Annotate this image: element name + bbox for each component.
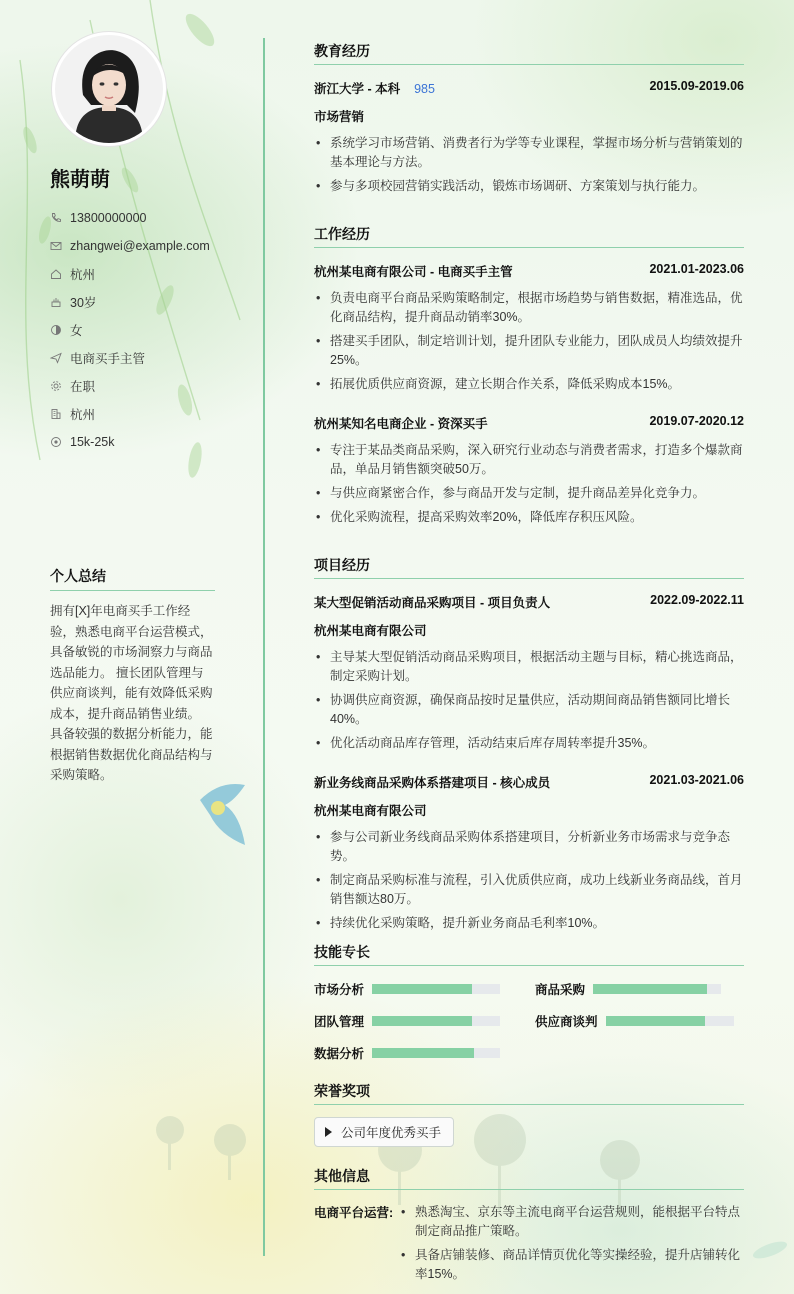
list-item: • 主导某大型促销活动商品采购项目，根据活动主题与目标，精心挑选商品，制定采购计划。 — [314, 648, 744, 686]
job-period: 2021.01-2023.06 — [649, 262, 744, 276]
avatar-portrait-icon — [55, 35, 163, 143]
play-icon — [325, 1127, 332, 1137]
gender-value: 女 — [70, 324, 83, 338]
list-item: • 与供应商紧密合作，参与商品开发与定制，提升商品差异化竞争力。 — [314, 484, 744, 503]
other-title: 其他信息 — [314, 1166, 744, 1190]
skill-name: 商品采购 — [535, 983, 586, 997]
skill-bar — [593, 984, 721, 994]
city-value: 杭州 — [70, 268, 96, 282]
info-age — [50, 288, 210, 316]
age-value: 30岁 — [70, 296, 97, 310]
info-target-city — [50, 400, 210, 428]
project-company: 杭州某电商有限公司 — [314, 624, 427, 638]
list-item: • 系统学习市场营销、消费者行为学等专业课程，掌握市场分析与营销策划的基本理论与方法。 — [314, 134, 744, 172]
info-salary — [50, 428, 210, 456]
skill-item — [314, 980, 500, 998]
target-city-value: 杭州 — [70, 408, 96, 422]
project-period: 2021.03-2021.06 — [649, 773, 744, 787]
list-item: • 协调供应商资源，确保商品按时足量供应，活动期间商品销售额同比增长40%。 — [314, 691, 744, 729]
building-icon — [50, 408, 62, 420]
list-item: • 具备店铺装修、商品详情页优化等实操经验，提升店铺转化率15%。 — [399, 1246, 744, 1284]
phone-icon — [50, 212, 62, 224]
skill-name: 市场分析 — [314, 983, 365, 997]
info-city — [50, 260, 210, 288]
project-header — [314, 773, 744, 791]
education-major: 市场营销 — [314, 110, 365, 124]
other-label: 电商平台运营: — [314, 1206, 394, 1220]
cake-icon — [50, 296, 62, 308]
skill-bar — [606, 1016, 734, 1026]
skill-name: 数据分析 — [314, 1047, 365, 1061]
award-item[interactable] — [314, 1117, 454, 1147]
divider-line — [263, 38, 265, 1256]
list-item: • 搭建买手团队，制定培训计划，提升团队专业能力，团队成员人均绩效提升25%。 — [314, 332, 744, 370]
info-status — [50, 372, 210, 400]
list-item: • 持续优化采购策略，提升新业务商品毛利率10%。 — [314, 914, 744, 933]
personal-info-list — [50, 204, 210, 456]
skill-bar-fill — [606, 1016, 706, 1026]
list-item: • 拓展优质供应商资源，建立长期合作关系，降低采购成本15%。 — [314, 375, 744, 394]
skill-name: 供应商谈判 — [535, 1015, 598, 1029]
summary-text: 拥有[X]年电商买手工作经验，熟悉电商平台运营模式，具备敏锐的市场洞察力与商品选品能力。 擅长团队管理与供应商谈判，能有效降低采购成本，提升商品销售业绩。 具备较强的数据分析能力，能根据销售数据优化商品结构与采购策略。 — [50, 604, 213, 782]
education-header — [314, 79, 744, 97]
job-heading: 杭州某知名电商企业 - 资深买手 — [314, 417, 488, 431]
skill-bar — [372, 984, 500, 994]
projects-title: 项目经历 — [314, 555, 744, 579]
info-email — [50, 232, 210, 260]
skill-item — [535, 980, 721, 998]
award-label: 公司年度优秀买手 — [341, 1126, 442, 1140]
job-header — [314, 414, 744, 432]
skill-bar-fill — [372, 984, 472, 994]
skill-item — [314, 1044, 500, 1062]
email-value: zhangwei@example.com — [70, 239, 210, 253]
list-item: • 熟悉淘宝、京东等主流电商平台运营规则，能根据平台特点制定商品推广策略。 — [399, 1203, 744, 1241]
education-school: 浙江大学 - 本科 — [314, 82, 401, 96]
list-item: • 优化活动商品库存管理，活动结束后库存周转率提升35%。 — [314, 734, 744, 753]
awards-title: 荣誉奖项 — [314, 1081, 744, 1105]
job-bullets — [314, 289, 744, 399]
work-title: 工作经历 — [314, 224, 744, 248]
skills-title: 技能专长 — [314, 942, 744, 966]
info-phone — [50, 204, 210, 232]
project-heading: 新业务线商品采购体系搭建项目 - 核心成员 — [314, 776, 551, 790]
gear-icon — [50, 380, 62, 392]
skill-item — [314, 1012, 500, 1030]
home-icon — [50, 268, 62, 280]
send-icon — [50, 352, 62, 364]
education-period: 2015.09-2019.06 — [649, 79, 744, 93]
info-position — [50, 344, 210, 372]
project-header — [314, 593, 744, 611]
phone-value: 13800000000 — [70, 211, 147, 225]
gender-icon — [50, 324, 62, 336]
skill-item — [535, 1012, 734, 1030]
education-tag: 985 — [414, 82, 435, 96]
list-item: • 制定商品采购标准与流程，引入优质供应商，成功上线新业务商品线，首月销售额达80万。 — [314, 871, 744, 909]
skill-bar-fill — [372, 1016, 472, 1026]
mail-icon — [50, 240, 62, 252]
summary-title: 个人总结 — [50, 566, 215, 591]
education-bullets — [314, 134, 744, 201]
job-header — [314, 262, 744, 280]
skill-bar-fill — [593, 984, 707, 994]
list-item: • 负责电商平台商品采购策略制定，根据市场趋势与销售数据，精准选品，优化商品结构，提升商品动销率30%。 — [314, 289, 744, 327]
skill-bar — [372, 1016, 500, 1026]
project-company: 杭州某电商有限公司 — [314, 804, 427, 818]
position-value: 电商买手主管 — [70, 352, 146, 366]
candidate-name: 熊萌萌 — [50, 169, 110, 191]
list-item: • 参与公司新业务线商品采购体系搭建项目，分析新业务市场需求与竞争态势。 — [314, 828, 744, 866]
other-bullets — [399, 1203, 744, 1289]
avatar — [52, 32, 166, 146]
info-gender — [50, 316, 210, 344]
job-bullets — [314, 441, 744, 532]
project-heading: 某大型促销活动商品采购项目 - 项目负责人 — [314, 596, 551, 610]
skill-bar — [372, 1048, 500, 1058]
project-bullets — [314, 648, 744, 758]
list-item: • 参与多项校园营销实践活动，锻炼市场调研、方案策划与执行能力。 — [314, 177, 744, 196]
skill-name: 团队管理 — [314, 1015, 365, 1029]
project-bullets — [314, 828, 744, 938]
status-value: 在职 — [70, 380, 96, 394]
job-heading: 杭州某电商有限公司 - 电商买手主管 — [314, 265, 513, 279]
job-period: 2019.07-2020.12 — [649, 414, 744, 428]
education-title: 教育经历 — [314, 41, 744, 65]
coin-icon — [50, 436, 62, 448]
list-item: • 专注于某品类商品采购，深入研究行业动态与消费者需求，打造多个爆款商品，单品月销售额突破50万。 — [314, 441, 744, 479]
project-period: 2022.09-2022.11 — [650, 593, 744, 607]
skill-bar-fill — [372, 1048, 474, 1058]
list-item: • 优化采购流程，提高采购效率20%，降低库存积压风险。 — [314, 508, 744, 527]
salary-value: 15k-25k — [70, 435, 115, 449]
